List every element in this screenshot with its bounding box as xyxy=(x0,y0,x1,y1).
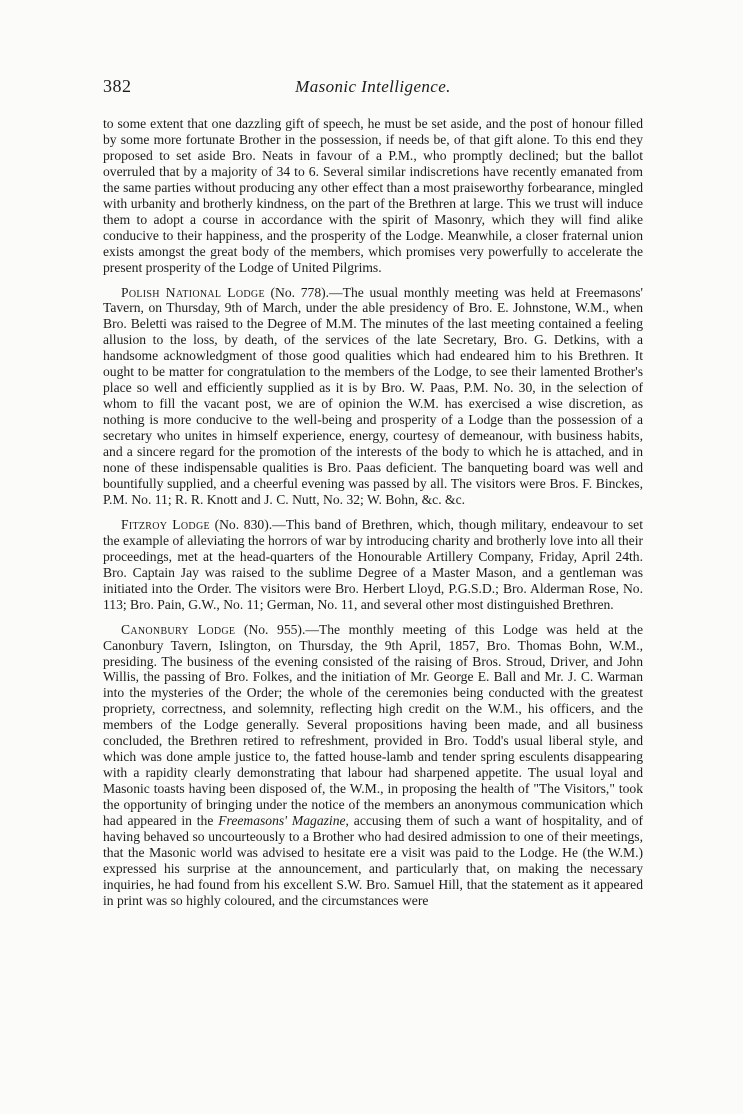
lodge-heading: Canonbury Lodge xyxy=(121,621,236,637)
page-number: 382 xyxy=(103,76,132,96)
running-title: Masonic Intelligence. xyxy=(295,77,451,96)
paragraph-fitzroy-lodge xyxy=(103,517,643,613)
paragraph-continued xyxy=(103,116,643,276)
page-header xyxy=(103,76,643,106)
lodge-heading: Fitzroy Lodge xyxy=(121,516,210,532)
paragraph-text: (No. 955).—The monthly meeting of this Lodge was held at the Canonbury Tavern, Islington, on Thursday, the 9th April, 1857, Bro. Thomas Bohn, W.M., presiding. The business of the evening consisted of the raising of Bros. Stroud, Driver, and John Willis, the passing of Bro. Folkes, and the initiation of Mr. George E. Ball and Mr. J. C. Warman into the mysteries of the Order; the whole of the ceremonies being conducted with the greatest propriety, correctness, and solemnity, reflecting high credit on the W.M., his officers, and the members of the Lodge generally. Several propositions having been made, and all business concluded, the Brethren retired to refreshment, provided in Bro. Todd's usual liberal style, and which was done ample justice to, the fatted house-lamb and tender spring esculents disappearing with a rapidity clearly demonstrating that labour had sharpened appetite. The usual loyal and Masonic toasts having been disposed of, the W.M., in proposing the health of "The Visitors," took the opportunity of bringing under the notice of the members an anonymous communication which had appeared in the xyxy=(103,621,643,829)
lodge-heading: Polish National Lodge xyxy=(121,284,265,300)
paragraph-canonbury-lodge xyxy=(103,622,643,909)
paragraph-text: to some extent that one dazzling gift of speech, he must be set aside, and the post of honour filled by some more fortunate Brother in the possession, if needs be, of that gift alone. To this end they proposed to set aside Bro. Neats in favour of a P.M., who promptly declined; but the ballot overruled that by a majority of 34 to 6. Several similar indiscretions have recently emanated from the same parties without producing any other effect than a most praiseworthy forbearance, mingled with urbanity and brotherly kindness, on the part of the Brethren at large. This we trust will induce them to adopt a course in accordance with the spirit of Masonry, which they will find alike conducive to their happiness, and the prosperity of the Lodge. Meanwhile, a closer fraternal union exists amongst the great body of the members, which promises very powerfully to accelerate the present prosperity of the Lodge of United Pilgrims. xyxy=(103,116,643,275)
paragraph-text: (No. 778).—The usual monthly meeting was held at Freemasons' Tavern, on Thursday, 9th of March, under the able presidency of Bro. E. Johnstone, W.M., when Bro. Beletti was raised to the Degree of M.M. The minutes of the last meeting contained a feeling allusion to the loss, by death, of the services of the late Secretary, Bro. G. Detkins, with a handsome acknowledgment of those good qualities which had endeared him to his Brethren. It ought to be matter for congratulation to the members of the Lodge, to see their lamented Brother's place so well and efficiently supplied as it is by Bro. W. Paas, P.M. No. 30, in the selection of whom to fill the vacant post, we are of opinion the W.M. has exercised a wise discretion, as nothing is more conducive to the well-being and prosperity of a Lodge than the possession of a secretary who unites in himself experience, energy, courtesy of demeanour, with business habits, and a sincere regard for the promotion of the interests of the body to which he is attached, and in none of these indispensable qualities is Bro. Paas deficient. The banqueting board was well and bountifully supplied, and a cheerful evening was passed by all. The visitors were Bros. F. Binckes, P.M. No. 11; R. R. Knott and J. C. Nutt, No. 32; W. Bohn, &c. &c. xyxy=(103,284,643,507)
paragraph-text-continued: , accusing them of such a want of hospitality, and of having behaved so uncourteously to a Brother who had desired admission to one of their meetings, that the Masonic world was advised to hesitate ere a visit was paid to the Lodge. He (the W.M.) expressed his surprise at the announcement, and particularly that, on making the necessary inquiries, he had found from his excellent S.W. Bro. Samuel Hill, that the statement as it appeared in print was so highly coloured, and the circumstances were xyxy=(103,813,643,908)
document-page xyxy=(103,76,643,909)
publication-title: Freemasons' Magazine xyxy=(218,813,346,829)
paragraph-polish-national-lodge xyxy=(103,285,643,508)
paragraph-text: (No. 830).—This band of Brethren, which, though military, endeavour to set the example of alleviating the horrors of war by introducing charity and brotherly love into all their proceedings, met at the head-quarters of the Honourable Artillery Company, Friday, April 24th. Bro. Captain Jay was raised to the sublime Degree of a Master Mason, and a gentleman was initiated into the Order. The visitors were Bro. Herbert Lloyd, P.G.S.D.; Bro. Alderman Rose, No. 113; Bro. Pain, G.W., No. 11; German, No. 11, and several other most distinguished Brethren. xyxy=(103,516,643,612)
